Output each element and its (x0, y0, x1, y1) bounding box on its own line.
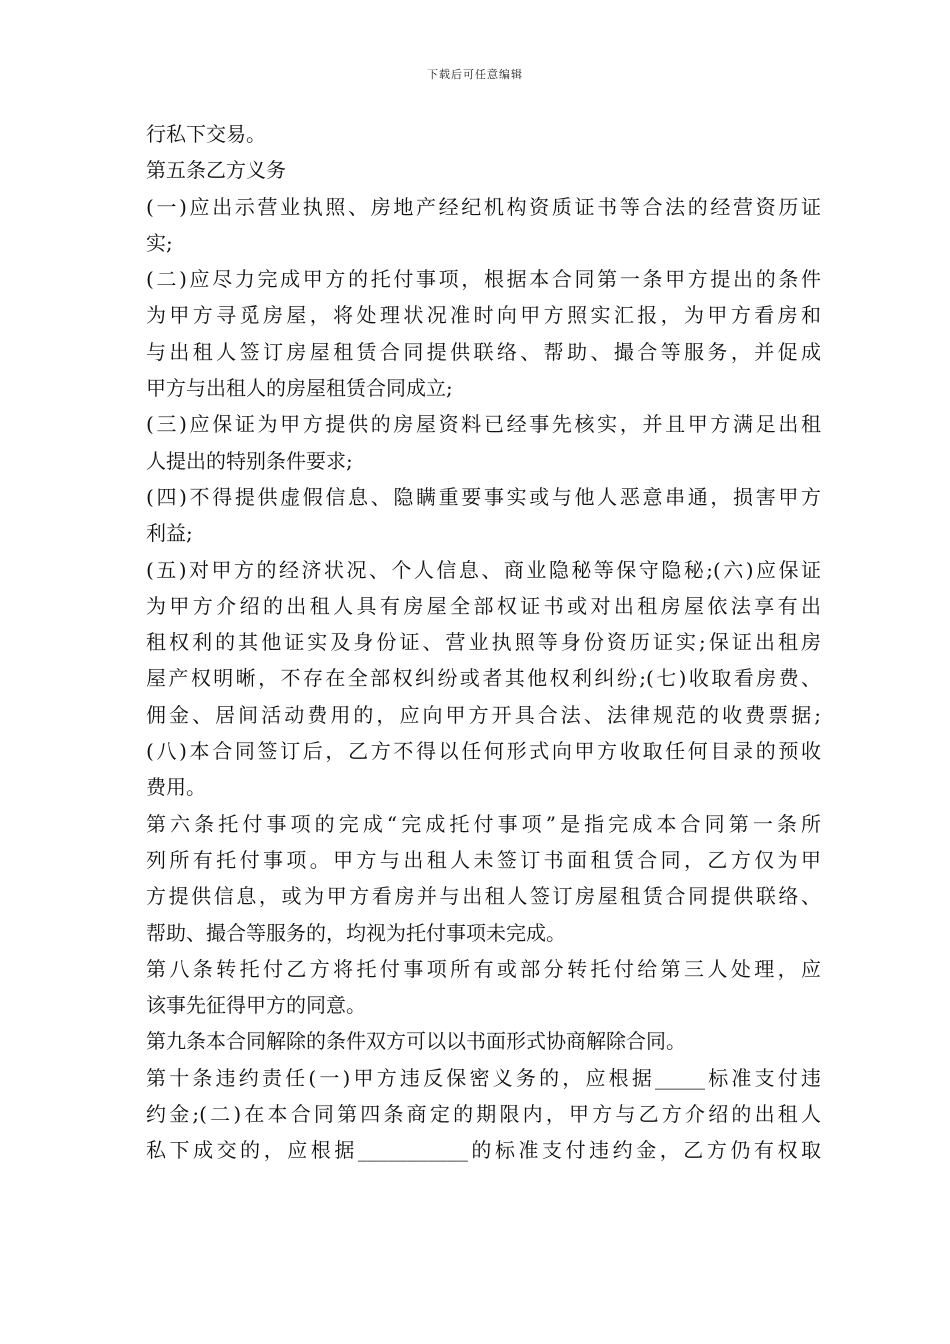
text-line: 人提出的特别条件要求; (146, 448, 353, 473)
text-line: (三)应保证为甲方提供的房屋资料已经事先核实，并且甲方满足出租 (146, 412, 821, 437)
text-line: 列所有托付事项。甲方与出租人未签订书面租赁合同，乙方仅为甲 (146, 847, 821, 872)
text-line: 甲方与出租人的房屋租赁合同成立; (146, 376, 453, 401)
text-line: 第十条违约责任(一)甲方违反保密义务的，应根据_____标准支付违 (146, 1065, 821, 1090)
text-line: (一)应出示营业执照、房地产经纪机构资质证书等合法的经营资历证 (146, 194, 821, 219)
text-line: (二)应尽力完成甲方的托付事项，根据本合同第一条甲方提出的条件 (146, 267, 821, 292)
text-line: 私下成交的，应根据___________的标准支付违约金，乙方仍有权取 (146, 1138, 821, 1163)
text-line: 租权利的其他证实及身份证、营业执照等身份资历证实;保证出租房 (146, 630, 821, 655)
text-line: 利益; (146, 521, 193, 546)
text-line: 为甲方寻觅房屋，将处理状况准时向甲方照实汇报，为甲方看房和 (146, 303, 821, 328)
text-line: 约金;(二)在本合同第四条商定的期限内，甲方与乙方介绍的出租人 (146, 1102, 821, 1127)
text-line: 行私下交易。 (146, 122, 266, 146)
text-line: 第六条托付事项的完成“完成托付事项”是指完成本合同第一条所 (146, 811, 821, 836)
text-line: (八)本合同签订后，乙方不得以任何形式向甲方收取任何目录的预收 (146, 739, 821, 764)
page-header: 下载后可任意编辑 (427, 68, 523, 81)
text-line: 该事先征得甲方的同意。 (146, 993, 366, 1018)
text-line: 为甲方介绍的出租人具有房屋全部权证书或对出租房屋依法享有出 (146, 593, 821, 618)
text-line: 帮助、撮合等服务的，均视为托付事项未完成。 (146, 920, 566, 945)
text-line: 屋产权明晰，不存在全部权纠纷或者其他权利纠纷;(七)收取看房费、 (146, 666, 821, 691)
text-line: 实; (146, 230, 173, 255)
document-body (146, 116, 821, 1169)
text-line: (四)不得提供虚假信息、隐瞒重要事实或与他人恶意串通，损害甲方 (146, 484, 821, 509)
text-line: 费用。 (146, 775, 206, 800)
text-line: 第五条乙方义务 (146, 158, 286, 183)
text-line: 与出租人签订房屋租赁合同提供联络、帮助、撮合等服务，并促成 (146, 339, 821, 364)
text-line: 第九条本合同解除的条件双方可以以书面形式协商解除合同。 (146, 1029, 686, 1054)
text-line: 方提供信息，或为甲方看房并与出租人签订房屋租赁合同提供联络、 (146, 884, 821, 909)
text-line: (五)对甲方的经济状况、个人信息、商业隐秘等保守隐秘;(六)应保证 (146, 557, 821, 582)
text-line: 第八条转托付乙方将托付事项所有或部分转托付给第三人处理，应 (146, 956, 821, 981)
text-line: 佣金、居间活动费用的，应向甲方开具合法、法律规范的收费票据; (146, 702, 821, 727)
